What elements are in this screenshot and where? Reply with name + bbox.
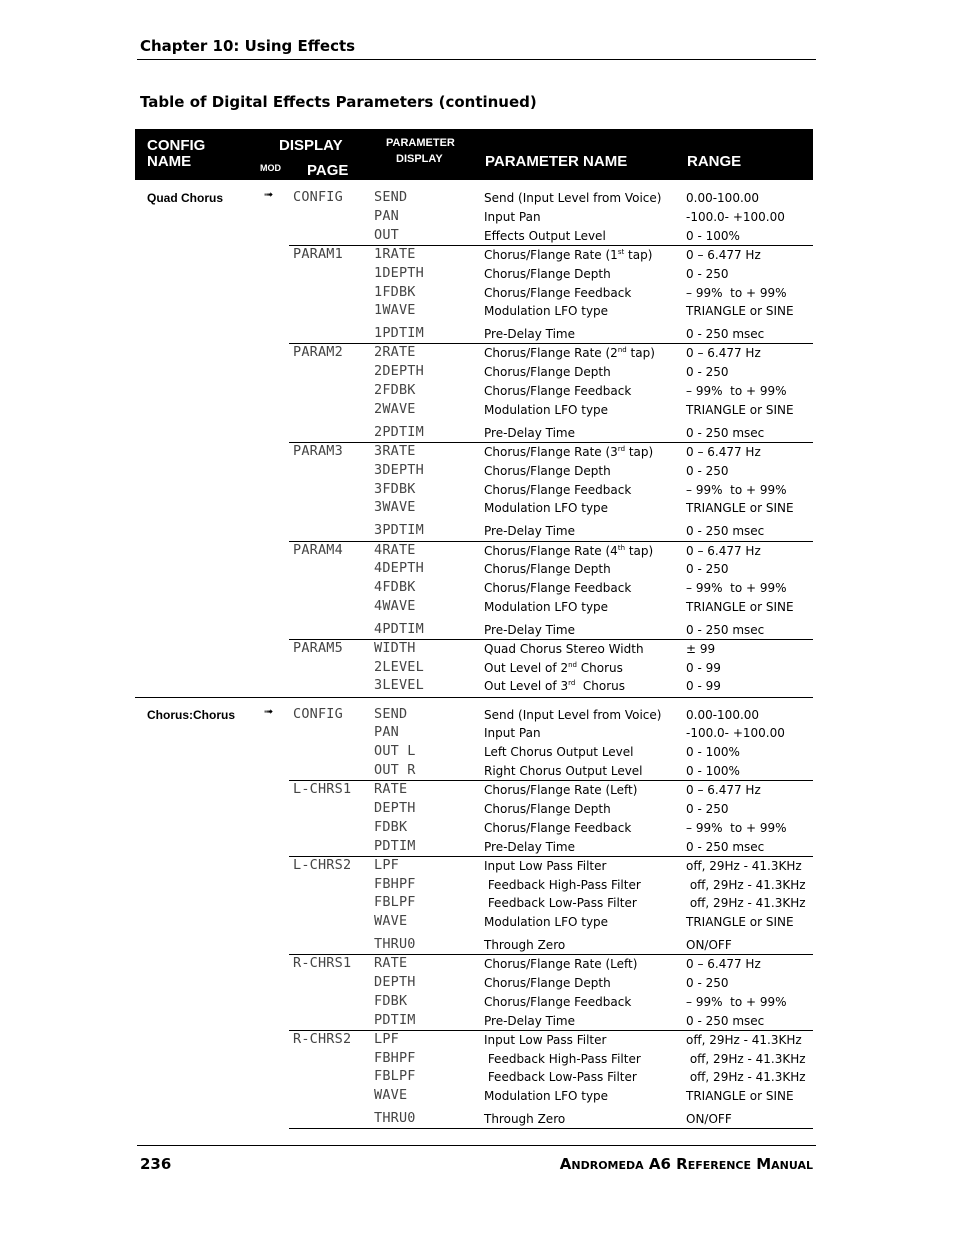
table-row	[0, 541, 954, 559]
display-page: PARAM1	[293, 246, 343, 262]
parameter-name-text: Chorus/Flange Rate (2	[484, 346, 618, 360]
parameter-name	[484, 501, 608, 515]
parameter-range: – 99% to + 99%	[686, 286, 787, 300]
parameter-name	[484, 248, 652, 262]
parameter-display: 4WAVE	[374, 598, 416, 614]
table-row	[0, 1030, 954, 1048]
parameter-display: 1PDTIM	[374, 325, 424, 341]
header-param-display-line2: DISPLAY	[396, 153, 443, 165]
parameter-name	[484, 229, 606, 243]
parameter-name-text: Chorus/Flange Depth	[484, 464, 611, 478]
parameter-display: 4PDTIM	[374, 621, 424, 637]
table-row	[0, 400, 954, 418]
parameter-range: 0 – 6.477 Hz	[686, 445, 761, 459]
parameter-range: 0 - 250	[686, 802, 729, 816]
table-row	[0, 301, 954, 319]
parameter-range: 0 - 100%	[686, 764, 740, 778]
footer-rule	[137, 1145, 816, 1146]
parameter-display: PDTIM	[374, 838, 416, 854]
parameter-name-text: Pre-Delay Time	[484, 426, 576, 440]
parameter-name-text: Through Zero	[484, 938, 566, 952]
parameter-name	[484, 745, 634, 759]
table-row	[0, 973, 954, 991]
parameter-display: WIDTH	[374, 640, 416, 656]
parameter-display: THRU0	[374, 1110, 416, 1126]
parameter-range: off, 29Hz - 41.3KHz	[686, 859, 802, 873]
parameter-name-text: Chorus/Flange Depth	[484, 365, 611, 379]
parameter-name-text: Feedback High-Pass Filter	[484, 878, 641, 892]
parameter-name-text: Chorus/Flange Rate (4	[484, 544, 618, 558]
parameter-range: TRIANGLE or SINE	[686, 600, 794, 614]
table-row	[0, 423, 954, 441]
parameter-range: 0 - 250 msec	[686, 524, 765, 538]
header-param-display-line1: PARAMETER	[386, 137, 455, 149]
parameter-range: off, 29Hz - 41.3KHz	[686, 1052, 806, 1066]
parameter-display: OUT R	[374, 762, 416, 778]
table-row	[0, 742, 954, 760]
table-row	[0, 559, 954, 577]
parameter-display: 3PDTIM	[374, 522, 424, 538]
display-page: R-CHRS2	[293, 1031, 352, 1047]
parameter-range: off, 29Hz - 41.3KHz	[686, 1033, 802, 1047]
parameter-name	[484, 642, 644, 656]
parameter-name	[484, 623, 575, 637]
parameter-display: 3FDBK	[374, 481, 416, 497]
parameter-name	[484, 365, 611, 379]
parameter-name-suffix: tap)	[625, 544, 654, 558]
parameter-display: 2DEPTH	[374, 363, 424, 379]
parameter-name	[484, 600, 608, 614]
table-row	[0, 992, 954, 1010]
table-row	[0, 1086, 954, 1104]
ordinal-suffix: nd	[617, 346, 627, 354]
parameter-name-text: Quad Chorus Stereo Width	[484, 642, 644, 656]
header-config-line2: NAME	[147, 153, 192, 170]
parameter-name	[484, 464, 611, 478]
parameter-name	[484, 802, 611, 816]
parameter-range: 0 - 99	[686, 679, 721, 693]
table-row	[0, 658, 954, 676]
parameter-display: 2PDTIM	[374, 424, 424, 440]
parameter-name-suffix: Chorus	[576, 661, 623, 675]
parameter-display: FBHPF	[374, 1050, 416, 1066]
parameter-display: 1DEPTH	[374, 265, 424, 281]
parameter-range: off, 29Hz - 41.3KHz	[686, 878, 806, 892]
parameter-name-text: Pre-Delay Time	[484, 1014, 576, 1028]
table-row	[0, 912, 954, 930]
parameter-range: ON/OFF	[686, 938, 732, 952]
parameter-range: -100.0- +100.00	[686, 210, 785, 224]
parameter-display: 1RATE	[374, 246, 416, 262]
parameter-name-text: Input Low Pass Filter	[484, 859, 607, 873]
parameter-range: 0 – 6.477 Hz	[686, 783, 761, 797]
parameter-name	[484, 562, 611, 576]
parameter-name-text: Pre-Delay Time	[484, 327, 576, 341]
parameter-name-text: Chorus/Flange Feedback	[484, 581, 632, 595]
header-config-line1: CONFIG	[147, 137, 206, 154]
parameter-range: TRIANGLE or SINE	[686, 304, 794, 318]
parameter-name-text: Send (Input Level from Voice)	[484, 708, 662, 722]
parameter-name	[484, 840, 575, 854]
table-row	[0, 283, 954, 301]
parameter-name	[484, 1014, 575, 1028]
parameter-name	[484, 726, 541, 740]
display-page: PARAM5	[293, 640, 343, 656]
parameter-range: ± 99	[686, 642, 716, 656]
parameter-display: 2LEVEL	[374, 659, 424, 675]
parameter-name-text: Pre-Delay Time	[484, 623, 576, 637]
display-page: L-CHRS1	[293, 781, 352, 797]
parameter-name-suffix: tap)	[624, 248, 653, 262]
parameter-name	[484, 708, 661, 722]
display-page: PARAM3	[293, 443, 343, 459]
ordinal-suffix: rd	[568, 679, 576, 687]
parameter-name	[484, 783, 637, 797]
parameter-range: TRIANGLE or SINE	[686, 403, 794, 417]
parameter-name-text: Input Pan	[484, 210, 541, 224]
display-page: R-CHRS1	[293, 955, 352, 971]
table-row	[0, 780, 954, 798]
parameter-range: 0 – 6.477 Hz	[686, 248, 761, 262]
table-row	[0, 461, 954, 479]
parameter-name	[484, 483, 631, 497]
parameter-display: SEND	[374, 189, 408, 205]
parameter-range: 0 - 250	[686, 562, 729, 576]
parameter-name	[484, 938, 565, 952]
parameter-name-text: Right Chorus Output Level	[484, 764, 643, 778]
parameter-name	[484, 661, 623, 675]
parameter-name-text: Chorus/Flange Rate (Left)	[484, 783, 638, 797]
parameter-name	[484, 403, 608, 417]
table-row	[0, 705, 954, 723]
parameter-range: – 99% to + 99%	[686, 483, 787, 497]
parameter-name	[484, 191, 661, 205]
header-param-name: PARAMETER NAME	[485, 153, 628, 170]
parameter-name	[484, 210, 541, 224]
parameter-range: 0 – 6.477 Hz	[686, 346, 761, 360]
parameter-name-text: Chorus/Flange Rate (3	[484, 445, 618, 459]
table-row	[0, 264, 954, 282]
parameter-name-text: Out Level of 2	[484, 661, 569, 675]
parameter-display: 3DEPTH	[374, 462, 424, 478]
manual-title: Andromeda A6 Reference Manual	[559, 1155, 813, 1173]
table-row	[0, 207, 954, 225]
parameter-display: 2RATE	[374, 344, 416, 360]
parameter-range: 0 - 250	[686, 464, 729, 478]
table-row	[0, 343, 954, 361]
parameter-name-text: Feedback Low-Pass Filter	[484, 1070, 637, 1084]
parameter-range: 0 – 6.477 Hz	[686, 544, 761, 558]
parameter-display: DEPTH	[374, 974, 416, 990]
table-row	[0, 1109, 954, 1127]
parameter-name	[484, 1089, 608, 1103]
parameter-name-text: Input Pan	[484, 726, 541, 740]
parameter-display: FDBK	[374, 819, 408, 835]
table-row	[0, 818, 954, 836]
parameter-range: – 99% to + 99%	[686, 995, 787, 1009]
parameter-range: ON/OFF	[686, 1112, 732, 1126]
parameter-name-suffix: tap)	[625, 445, 654, 459]
parameter-display: FBLPF	[374, 894, 416, 910]
table-row	[0, 1011, 954, 1029]
parameter-name-text: Chorus/Flange Feedback	[484, 821, 632, 835]
parameter-name-suffix: tap)	[626, 346, 655, 360]
ordinal-suffix: st	[617, 248, 625, 256]
parameter-display: 2FDBK	[374, 382, 416, 398]
parameter-name-text: Chorus/Flange Depth	[484, 267, 611, 281]
table-row	[0, 362, 954, 380]
parameter-range: 0 - 100%	[686, 745, 740, 759]
parameter-name	[484, 915, 608, 929]
table-row	[0, 521, 954, 539]
page-number: 236	[140, 1155, 172, 1173]
table-row	[0, 837, 954, 855]
display-page: L-CHRS2	[293, 857, 352, 873]
parameter-display: LPF	[374, 857, 399, 873]
parameter-display: OUT	[374, 227, 399, 243]
parameter-display: RATE	[374, 781, 408, 797]
table-row	[0, 954, 954, 972]
parameter-name	[484, 581, 631, 595]
parameter-range: TRIANGLE or SINE	[686, 915, 794, 929]
parameter-name-text: Modulation LFO type	[484, 600, 609, 614]
parameter-range: 0 - 250 msec	[686, 1014, 765, 1028]
ordinal-suffix: th	[617, 544, 626, 552]
arrow-icon: ➟	[264, 705, 274, 718]
parameter-name	[484, 896, 637, 910]
parameter-name	[484, 859, 606, 873]
header-display-line1: DISPLAY	[279, 137, 343, 154]
parameter-display: 1WAVE	[374, 302, 416, 318]
header-mod: MOD	[260, 163, 281, 173]
table-row	[0, 245, 954, 263]
parameter-range: 0 - 250 msec	[686, 327, 765, 341]
ordinal-suffix: rd	[617, 445, 626, 453]
table-row	[0, 676, 954, 694]
parameter-name	[484, 384, 631, 398]
parameter-name	[484, 679, 625, 693]
table-row	[0, 761, 954, 779]
parameter-range: – 99% to + 99%	[686, 821, 787, 835]
parameter-name	[484, 1070, 637, 1084]
parameter-display: RATE	[374, 955, 408, 971]
parameter-range: 0 - 250	[686, 976, 729, 990]
table-row	[0, 639, 954, 657]
table-row	[0, 226, 954, 244]
parameter-name	[484, 286, 631, 300]
header-page: PAGE	[307, 162, 349, 179]
parameter-name-text: Out Level of 3	[484, 679, 569, 693]
arrow-icon: ➟	[264, 188, 274, 201]
table-row	[0, 381, 954, 399]
parameter-name-text: Chorus/Flange Rate (Left)	[484, 957, 638, 971]
parameter-range: 0 - 250 msec	[686, 426, 765, 440]
parameter-name-text: Chorus/Flange Depth	[484, 562, 611, 576]
parameter-name-text: Pre-Delay Time	[484, 524, 576, 538]
parameter-range: 0 - 99	[686, 661, 721, 675]
table-row	[0, 597, 954, 615]
parameter-name-text: Chorus/Flange Rate (1	[484, 248, 618, 262]
table-row	[0, 620, 954, 638]
parameter-display: PAN	[374, 208, 399, 224]
parameter-range: TRIANGLE or SINE	[686, 1089, 794, 1103]
parameter-display: WAVE	[374, 1087, 408, 1103]
ordinal-suffix: nd	[568, 661, 577, 669]
parameter-range: 0.00-100.00	[686, 708, 760, 722]
parameter-name	[484, 1033, 606, 1047]
table-row	[0, 188, 954, 206]
parameter-range: 0 – 6.477 Hz	[686, 957, 761, 971]
parameter-display: DEPTH	[374, 800, 416, 816]
table-row	[0, 935, 954, 953]
parameter-display: 4DEPTH	[374, 560, 424, 576]
parameter-name-text: Chorus/Flange Feedback	[484, 286, 632, 300]
group-separator	[289, 1128, 813, 1129]
parameter-range: – 99% to + 99%	[686, 581, 787, 595]
parameter-name-text: Send (Input Level from Voice)	[484, 191, 662, 205]
table-row	[0, 578, 954, 596]
table-row	[0, 1067, 954, 1085]
parameter-name-text: Modulation LFO type	[484, 1089, 609, 1103]
parameter-range: off, 29Hz - 41.3KHz	[686, 896, 806, 910]
parameter-range: 0 - 250	[686, 365, 729, 379]
parameter-name	[484, 821, 631, 835]
header-range: RANGE	[687, 153, 742, 170]
table-row	[0, 480, 954, 498]
config-name: Quad Chorus	[147, 191, 224, 205]
table-title: Table of Digital Effects Parameters (continued)	[140, 93, 537, 111]
table-row	[0, 442, 954, 460]
parameter-name-text: Chorus/Flange Feedback	[484, 995, 632, 1009]
parameter-name	[484, 878, 641, 892]
parameter-display: 3RATE	[374, 443, 416, 459]
parameter-name	[484, 764, 643, 778]
display-page: CONFIG	[293, 189, 343, 205]
parameter-name-text: Feedback High-Pass Filter	[484, 1052, 641, 1066]
parameter-name-text: Feedback Low-Pass Filter	[484, 896, 637, 910]
table-row	[0, 324, 954, 342]
parameter-name	[484, 544, 653, 558]
parameter-range: 0 - 100%	[686, 229, 740, 243]
parameter-name-text: Chorus/Flange Depth	[484, 802, 611, 816]
parameter-display: SEND	[374, 706, 408, 722]
parameter-display: 2WAVE	[374, 401, 416, 417]
parameter-name-text: Effects Output Level	[484, 229, 606, 243]
parameter-display: FBLPF	[374, 1068, 416, 1084]
table-row	[0, 799, 954, 817]
display-page: PARAM2	[293, 344, 343, 360]
parameter-display: THRU0	[374, 936, 416, 952]
parameter-name-text: Through Zero	[484, 1112, 566, 1126]
parameter-name	[484, 1052, 641, 1066]
parameter-range: off, 29Hz - 41.3KHz	[686, 1070, 806, 1084]
parameter-range: 0.00-100.00	[686, 191, 760, 205]
parameter-name	[484, 524, 575, 538]
parameter-display: OUT L	[374, 743, 416, 759]
parameter-name	[484, 995, 631, 1009]
chapter-heading: Chapter 10: Using Effects	[140, 37, 356, 55]
parameter-display: 3LEVEL	[374, 677, 424, 693]
parameter-display: FDBK	[374, 993, 408, 1009]
parameter-display: LPF	[374, 1031, 399, 1047]
parameter-range: 0 - 250 msec	[686, 840, 765, 854]
parameter-name-text: Modulation LFO type	[484, 915, 609, 929]
table-row	[0, 1049, 954, 1067]
parameter-name	[484, 957, 637, 971]
parameter-display: 1FDBK	[374, 284, 416, 300]
parameter-display: WAVE	[374, 913, 408, 929]
parameter-name-text: Left Chorus Output Level	[484, 745, 634, 759]
table-row	[0, 893, 954, 911]
parameter-name	[484, 976, 611, 990]
parameter-name	[484, 304, 608, 318]
section-separator	[135, 697, 813, 698]
parameter-name	[484, 267, 611, 281]
parameter-range: TRIANGLE or SINE	[686, 501, 794, 515]
parameter-name	[484, 1112, 565, 1126]
parameter-display: 4RATE	[374, 542, 416, 558]
table-row	[0, 498, 954, 516]
parameter-name	[484, 346, 655, 360]
parameter-name-text: Modulation LFO type	[484, 501, 609, 515]
parameter-range: – 99% to + 99%	[686, 384, 787, 398]
parameter-display: FBHPF	[374, 876, 416, 892]
parameter-range: 0 - 250 msec	[686, 623, 765, 637]
parameter-range: 0 - 250	[686, 267, 729, 281]
parameter-display: 3WAVE	[374, 499, 416, 515]
parameter-name-text: Modulation LFO type	[484, 403, 609, 417]
parameter-display: PAN	[374, 724, 399, 740]
table-row	[0, 723, 954, 741]
display-page: CONFIG	[293, 706, 343, 722]
table-row	[0, 875, 954, 893]
parameter-name-text: Modulation LFO type	[484, 304, 609, 318]
parameter-display: PDTIM	[374, 1012, 416, 1028]
parameter-range: -100.0- +100.00	[686, 726, 785, 740]
parameter-name-text: Chorus/Flange Depth	[484, 976, 611, 990]
parameter-name	[484, 327, 575, 341]
table-row	[0, 856, 954, 874]
parameter-display: 4FDBK	[374, 579, 416, 595]
parameter-name-text: Chorus/Flange Feedback	[484, 483, 632, 497]
parameter-name	[484, 445, 653, 459]
parameter-name-text: Pre-Delay Time	[484, 840, 576, 854]
parameter-name-text: Chorus/Flange Feedback	[484, 384, 632, 398]
parameter-name-text: Input Low Pass Filter	[484, 1033, 607, 1047]
parameter-name-suffix: Chorus	[575, 679, 626, 693]
parameter-name	[484, 426, 575, 440]
display-page: PARAM4	[293, 542, 343, 558]
config-name: Chorus:Chorus	[147, 708, 235, 722]
